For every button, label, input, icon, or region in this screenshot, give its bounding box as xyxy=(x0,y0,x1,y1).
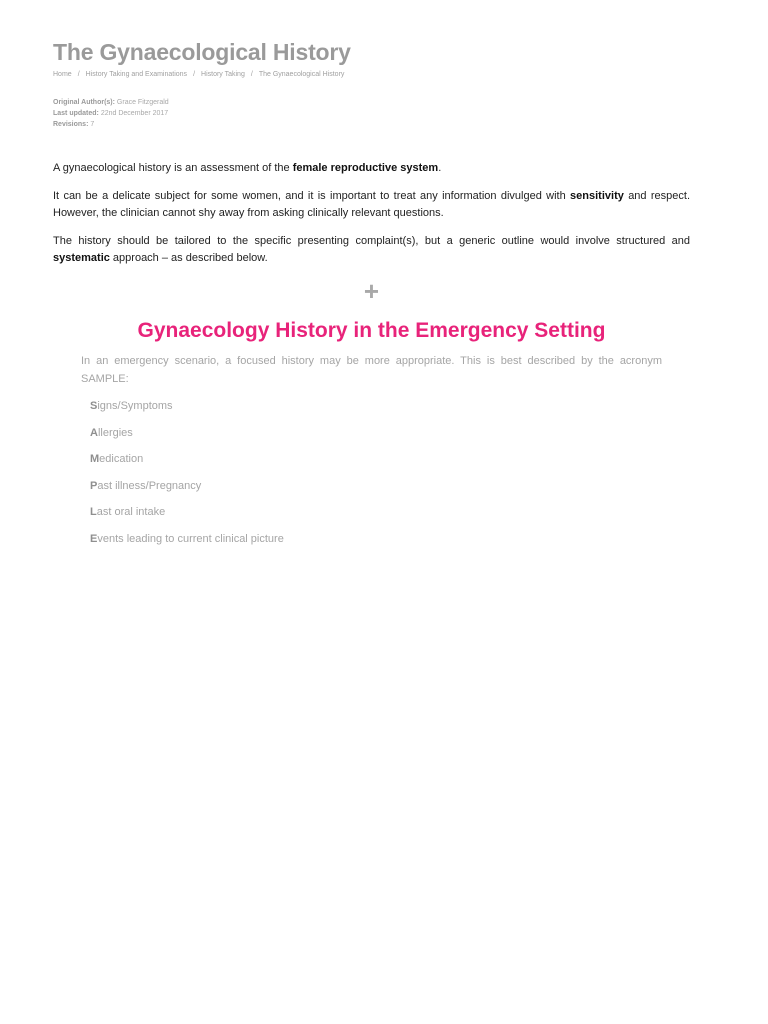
meta-revisions-label: Revisions: xyxy=(53,121,89,128)
intro-text: . xyxy=(438,162,442,174)
meta-updated xyxy=(53,108,690,119)
meta-updated-value: 22nd December 2017 xyxy=(100,110,169,117)
breadcrumb-home-link[interactable]: Home xyxy=(53,71,72,78)
meta-revisions xyxy=(53,119,690,130)
intro-paragraph-2 xyxy=(53,188,690,222)
article-meta xyxy=(53,97,690,130)
intro-emphasis: sensitivity xyxy=(570,190,624,202)
intro-emphasis: female reproductive system xyxy=(292,162,439,174)
meta-author-label: Original Author(s): xyxy=(53,99,115,106)
intro-paragraph-3 xyxy=(53,233,690,267)
list-item xyxy=(90,503,690,521)
article-page xyxy=(53,36,690,557)
acronym-letter: M xyxy=(90,453,100,466)
acronym-letter: S xyxy=(90,400,98,412)
acronym-letter: A xyxy=(90,426,98,439)
breadcrumb-history-taking-and-examinations-link[interactable]: History Taking and Examinations xyxy=(85,71,188,78)
intro-text: approach – as described below. xyxy=(109,252,268,264)
breadcrumb-separator: / xyxy=(77,71,80,78)
acronym-word: igns/Symptoms xyxy=(97,400,173,412)
emergency-section-body: In an emergency scenario, a focused history may be more appropriate. This is best described by the acronym SAMPLE: xyxy=(81,355,662,385)
acronym-word: ast oral intake xyxy=(96,506,166,519)
breadcrumb-current-page: The Gynaecological History xyxy=(258,71,345,78)
breadcrumb-history-taking-link[interactable]: History Taking xyxy=(201,71,245,78)
intro-text: It can be a delicate subject for some women, and it is important to treat any information divulged with xyxy=(53,190,571,202)
breadcrumb-separator: / xyxy=(193,71,196,78)
intro-section xyxy=(53,160,690,267)
acronym-word: ast illness/Pregnancy xyxy=(97,479,202,492)
meta-author-value: Grace Fitzgerald xyxy=(116,99,169,106)
list-item xyxy=(90,424,690,442)
intro-emphasis: systematic xyxy=(53,252,110,264)
sample-acronym-list xyxy=(90,397,690,548)
breadcrumb-separator: / xyxy=(250,71,253,78)
list-item xyxy=(90,477,690,495)
intro-text: The history should be tailored to the specific presenting complaint(s), but a generic outline would involve structured and xyxy=(53,235,690,247)
page-title: The Gynaecological History xyxy=(53,39,351,65)
intro-text: A gynaecological history is an assessment of the xyxy=(53,162,293,174)
list-item xyxy=(90,530,690,548)
intro-text: and respect. However, the clinician cannot shy away from asking clinically relevant questions. xyxy=(53,190,691,219)
acronym-letter: E xyxy=(90,532,98,545)
meta-author xyxy=(53,97,690,108)
meta-revisions-value: 7 xyxy=(90,121,95,128)
list-item xyxy=(90,450,690,468)
intro-paragraph-1 xyxy=(53,160,690,177)
acronym-letter: P xyxy=(90,479,98,492)
acronym-word: llergies xyxy=(97,426,133,439)
expand-plus-icon[interactable]: + xyxy=(363,276,380,306)
emergency-section-title: Gynaecology History in the Emergency Setting xyxy=(137,319,606,342)
acronym-word: vents leading to current clinical picture xyxy=(97,532,284,545)
acronym-word: edication xyxy=(99,453,144,466)
acronym-letter: L xyxy=(90,506,97,519)
meta-updated-label: Last updated: xyxy=(53,110,99,117)
breadcrumb xyxy=(53,70,690,80)
list-item xyxy=(90,397,690,415)
